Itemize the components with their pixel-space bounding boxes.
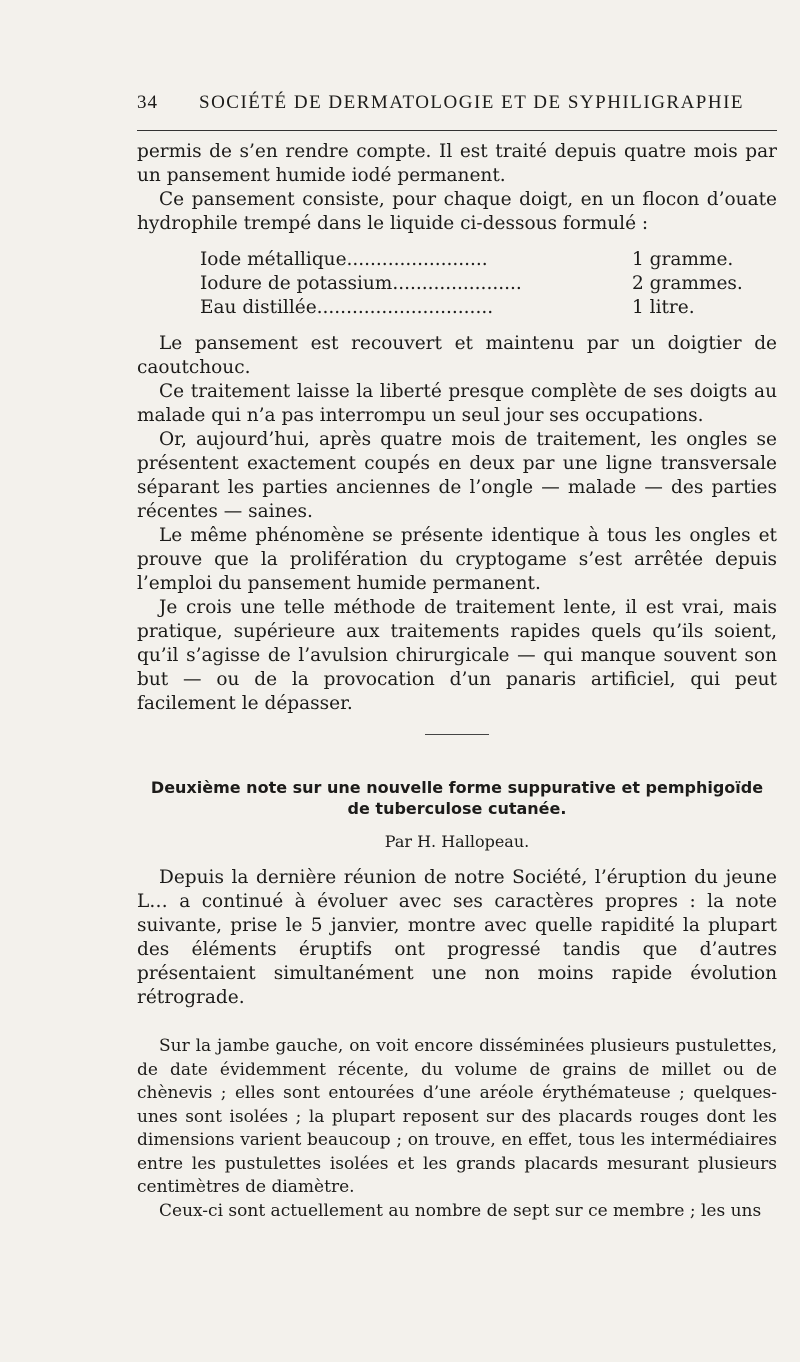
formula-row (200, 296, 777, 320)
page-number: 34 (137, 92, 158, 113)
formula-quantity: 1 gramme. (632, 249, 734, 270)
paragraph: permis de s’en rendre compte. Il est traité depuis quatre mois par un pansement humide iodé permanent. (137, 141, 777, 186)
paragraph: Depuis la dernière réunion de notre Société, l’éruption du jeune L… a continué à évoluer avec ses caractères propres : la note suivante, prise le 5 janvier, montre avec quelle rapidité la plupart des éléments éruptifs ont progressé tandis que d’autres présentaient simultanément une non moins rapide évolution rétrograde. (137, 867, 777, 1008)
note-paragraph: Sur la jambe gauche, on voit encore disséminées plusieurs pustulettes, de date évidemment récente, du volume de grains de millet ou de chènevis ; elles sont entourées d’une aréole érythémateuse ; quelques-unes sont isolées ; la plupart reposent sur des placards rouges dont les dimensions varient beaucoup ; on trouve, en effet, tous les intermédiaires entre les pustulettes isolées et les grands placards mesurant plusieurs centimètres de diamètre. (137, 1036, 777, 1197)
formula-ingredient: Iodure de potassium...................... (200, 273, 522, 294)
section-title-line: Deuxième note sur une nouvelle forme suppurative et pemphigoïde (150, 778, 764, 797)
formula-ingredient: Iode métallique........................ (200, 249, 488, 270)
section-separator (425, 734, 489, 735)
header-rule (137, 130, 777, 131)
formula-row (200, 272, 777, 296)
formula-row (200, 248, 777, 272)
paragraph: Ce pansement consiste, pour chaque doigt, en un flocon d’ouate hydrophile trempé dans le liquide ci-dessous formulé : (137, 189, 777, 234)
running-title: SOCIÉTÉ DE DERMATOLOGIE ET DE SYPHILIGRAPHIE (199, 92, 745, 113)
section-author: Par H. Hallopeau. (384, 832, 530, 851)
note-paragraph: Ceux-ci sont actuellement au nombre de sept sur ce membre ; les uns (159, 1200, 762, 1221)
paragraph: Le pansement est recouvert et maintenu par un doigtier de caoutchouc. (137, 333, 777, 378)
formula-quantity: 2 grammes. (632, 273, 743, 294)
spacer (137, 1010, 777, 1035)
formula-quantity: 1 litre. (632, 297, 695, 318)
formula-table (200, 248, 777, 320)
main-text (137, 140, 777, 1223)
paragraph: Je crois une telle méthode de traitement lente, il est vrai, mais pratique, supérieure aux traitements rapides quels qu’ils soient, qu’il s’agisse de l’avulsion chirurgicale — qui manque souvent son but — ou de la provocation d’un panaris artificiel, qui peut facilement le dépasser. (137, 597, 777, 714)
section-title (137, 777, 777, 819)
formula-ingredient: Eau distillée.............................. (200, 297, 494, 318)
paragraph: Le même phénomène se présente identique à tous les ongles et prouve que la prolifération du cryptogame s’est arrêtée depuis l’emploi du pansement humide permanent. (137, 525, 777, 594)
paragraph: Or, aujourd’hui, après quatre mois de traitement, les ongles se présentent exactement coupés en deux par une ligne transversale séparant les parties anciennes de l’ongle — malade — des parties récentes — saines. (137, 429, 777, 522)
paragraph: Ce traitement laisse la liberté presque complète de ses doigts au malade qui n’a pas interrompu un seul jour ses occupations. (137, 381, 777, 426)
section-title-line: de tuberculose cutanée. (347, 799, 567, 818)
